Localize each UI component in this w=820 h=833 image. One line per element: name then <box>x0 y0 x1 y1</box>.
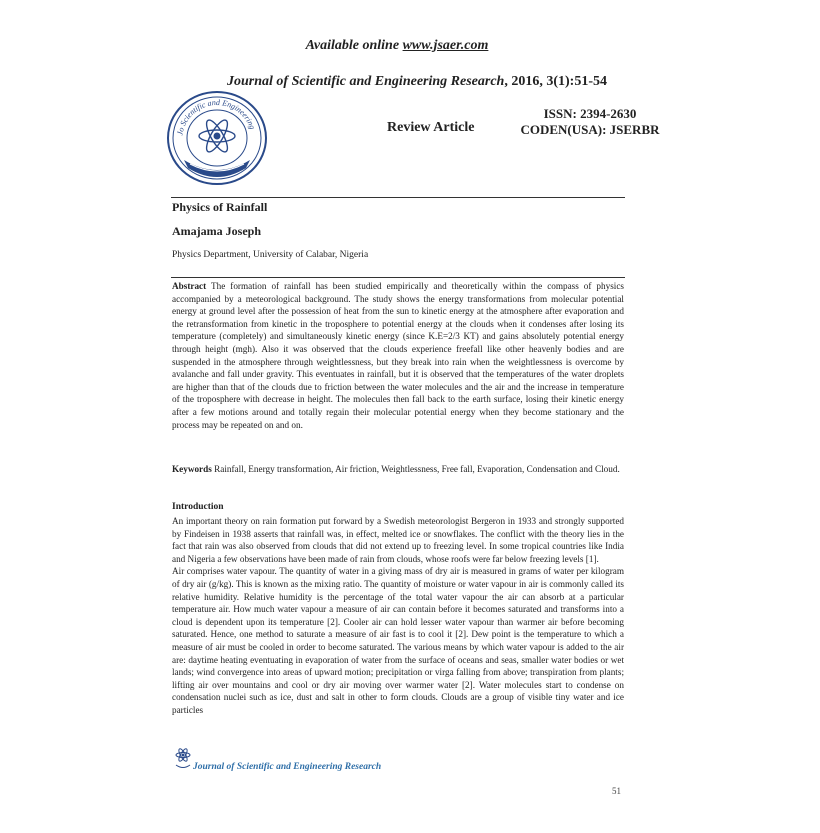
header-divider <box>171 197 625 198</box>
issn: ISSN: 2394-2630 <box>543 106 637 121</box>
abstract-text: The formation of rainfall has been studied empirically and theoretically within the compass of physics accompanied by a meteorological background. The study shows the energy transformations from molecular potential energy at ground level after the possession of heat from the sun to kinetic energy at the atmosphere after evaporation and the retransformation from kinetic in the troposphere to potential energy at the clouds when it condenses after losing its temperature (completely) and simultaneously kinetic energy (since K.E=2/3 KT) and gains absolutely potential energy through height (mgh). Also it was observed that the clouds experience freefall like other heavenly bodies and are suspended in the atmosphere through weightlessness, but they break into rain when the weightlessness is overcome by avalanche and fall under gravity. This eventuates in rainfall, but it is observed that the temperatures of the water droplets are higher than that of the clouds due to friction between the water molecules and the air and the increase in temperature of the troposphere with decrease in height. The molecules then fall back to the earth surface, losing their kinetic energy after a few motions around and totally regain their molecular potential energy when they become stationary and the process may be repeated on and on. <box>172 281 624 430</box>
journal-website-link[interactable]: www.jsaer.com <box>402 38 489 53</box>
article-author: Amajama Joseph <box>172 224 261 238</box>
introduction-heading: Introduction <box>172 502 224 512</box>
abstract-label: Abstract <box>172 281 207 291</box>
footer-journal-name: Journal of Scientific and Engineering Research <box>193 762 382 772</box>
article-type: Review Article <box>387 120 475 135</box>
journal-citation <box>0 74 820 90</box>
intro-paragraph: An important theory on rain formation put forward by a Swedish meteorologist Bergeron in 1933 and strongly supported by Findeisen in 1938 asserts that rainfall was, in effect, melted ice or snowflakes. The conflict with the theory lies in the fact that rain was also observed from clouds that did not extend up to freezing level. In some tropical countries like India and Nigeria a few observations have been made of rain from clouds, whose roofs were far below freezing levels [1]. <box>172 516 624 564</box>
introduction-body <box>172 515 624 717</box>
issn-block <box>520 106 660 138</box>
journal-name: Journal of Scientific and Engineering Research <box>227 74 505 89</box>
intro-paragraph: Air comprises water vapour. The quantity of water in a giving mass of dry air is measured in grams of water per kilogram of dry air (g/kg). This is known as the mixing ratio. The quantity of moisture or water vapour in air is commonly called its relative humidity. Relative humidity is the percentage of the total water vapour the air can absorb at a particular temperature air. How much water vapour a measure of air can contain before it becomes saturated and transforms into a cloud is dependent upon its temperature [2]. Cooler air can hold lesser water vapour than warmer air before becoming saturated. Hence, one method to saturate a measure of air fast is to cool it [2]. Dew point is the temperature to which a measure of air must be cooled in order to become saturated. The various means by which water vapour is added to the air are: daytime heating eventuating in evaporation of water from the surface of oceans and seas, smaller water bodies or wet lands; wind convergence into areas of upward motion; precipitation or virga falling from above; transpiration from plants; lifting air over mountains and cool or dry air moving over warmer water [2]. Water molecules start to condense on condensation nuclei such as ice, dust and salt in other to form clouds. Clouds are a group of visible tiny water and ice particles <box>172 566 624 715</box>
coden: CODEN(USA): JSERBR <box>520 122 660 137</box>
abstract-divider <box>171 277 625 278</box>
page-number: 51 <box>612 786 621 796</box>
journal-volume: , 2016, 3(1):51-54 <box>504 74 607 89</box>
availability-line <box>0 38 794 54</box>
keywords-section <box>172 463 624 476</box>
article-title: Physics of Rainfall <box>172 200 268 214</box>
author-affiliation: Physics Department, University of Calabar, Nigeria <box>172 250 369 260</box>
keywords-label: Keywords <box>172 464 212 474</box>
atom-seal-icon <box>166 90 268 186</box>
availability-prefix: Available online <box>305 38 403 53</box>
svg-text:Jo Scientific and Engineering: Jo Scientific and Engineering <box>175 97 258 136</box>
keywords-text: Rainfall, Energy transformation, Air friction, Weightlessness, Free fall, Evaporation, Condensation and Cloud. <box>211 464 620 474</box>
abstract-section <box>172 280 624 431</box>
journal-mark-icon <box>174 746 192 770</box>
